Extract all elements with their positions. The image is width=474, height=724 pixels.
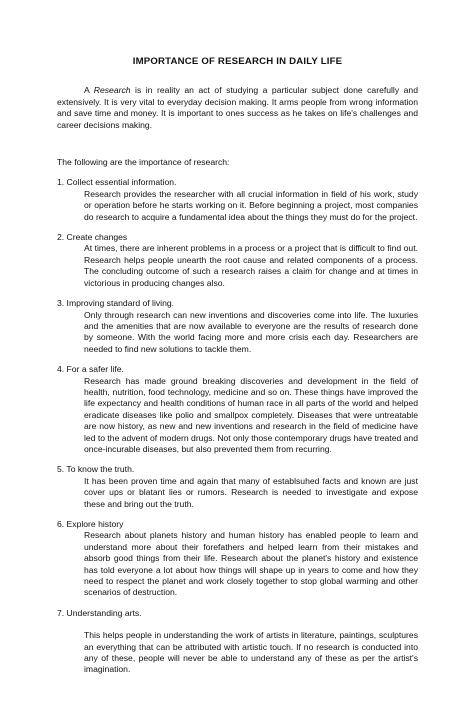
section-body: It has been proven time and again that many of establsuhed facts and known are just cover ups or blatant lies or rumors. Research is needed to investigate and expose these and bring out the truth. (84, 475, 418, 509)
section-heading: 6. Explore history (57, 519, 124, 529)
section-heading: 2. Create changes (57, 232, 128, 243)
intro-paragraph (57, 85, 418, 131)
section-heading: 1. Collect essential information. (57, 177, 177, 188)
list-lead-in: The following are the importance of research: (57, 157, 230, 168)
section-standard-of-living (57, 298, 418, 355)
section-body: This helps people in understanding the work of artists in literature, paintings, sculptures an everything that can be attributed with artistic touch. If no research is conducted into any of these, people will never be able to understand any of these as per the artist's imagination. (84, 630, 418, 675)
intro-emphasis: Research (93, 85, 131, 96)
section-body: At times, there are inherent problems in a process or a project that is difficult to find out. Research helps people unearth the root cause and related components of a process. The concluding outcome of such a research raises a claim for change and at times in victorious in producing changes also. (84, 243, 418, 288)
section-explore-history (57, 519, 418, 599)
section-body: Research provides the researcher with all crucial information in field of his work, study or operation before he starts working on it. Before beginning a project, most companies do research to acquire a fundamental idea about the things they must do for the project. (84, 188, 418, 222)
section-heading: 5. To know the truth. (57, 464, 135, 475)
section-body: Only through research can new inventions and discoveries come into life. The luxuries and the amenities that are now available to everyone are the results of research done by someone. With the world facing more and more crisis each day. Researchers are needed to find new solutions to tackle them. (84, 309, 418, 354)
section-heading: 4. For a safer life. (57, 364, 124, 375)
intro-text: is in reality an act of studying a particular subject done carefully and extensively. It is very vital to everyday decision making. It arms people from wrong information and save time and money. It is important to ones success as he takes on life's challenges and career decisions making. (57, 85, 418, 130)
section-safer-life (57, 364, 418, 455)
document-title: IMPORTANCE OF RESEARCH IN DAILY LIFE (132, 56, 343, 67)
section-heading: 7. Understanding arts. (57, 607, 142, 618)
section-body: Research about planets history and human history has enabled people to learn and understand more about their forefathers and helped learn from their mistakes and absorb good things from their life. Research about the planet's history and existence has told everyone a lot about how things will shape up in years to come and how they need to respect the planet and work closely together to stop global warming and other scenarios of destruction. (84, 530, 418, 598)
section-heading: 3. Improving standard of living. (57, 298, 175, 309)
section-create-changes (57, 232, 418, 289)
section-understanding-arts (57, 608, 418, 676)
intro-prefix: A (84, 85, 94, 96)
section-body: Research has made ground breaking discoveries and development in the field of health, nutrition, food technology, medicine and so on. These things have improved the life expectancy and health conditions of human race in all parts of the world and helped eradicate diseases like polio and smallpox completely. Diseases that were untreatable are now history, as new and new inventions and research in the field of medicine have led to the advent of modern drugs. Not only those contemporary drugs have treated and once-incurable diseases, but also prevented them from recurring. (84, 375, 418, 454)
section-collect-information (57, 177, 418, 223)
section-know-the-truth (57, 464, 418, 510)
